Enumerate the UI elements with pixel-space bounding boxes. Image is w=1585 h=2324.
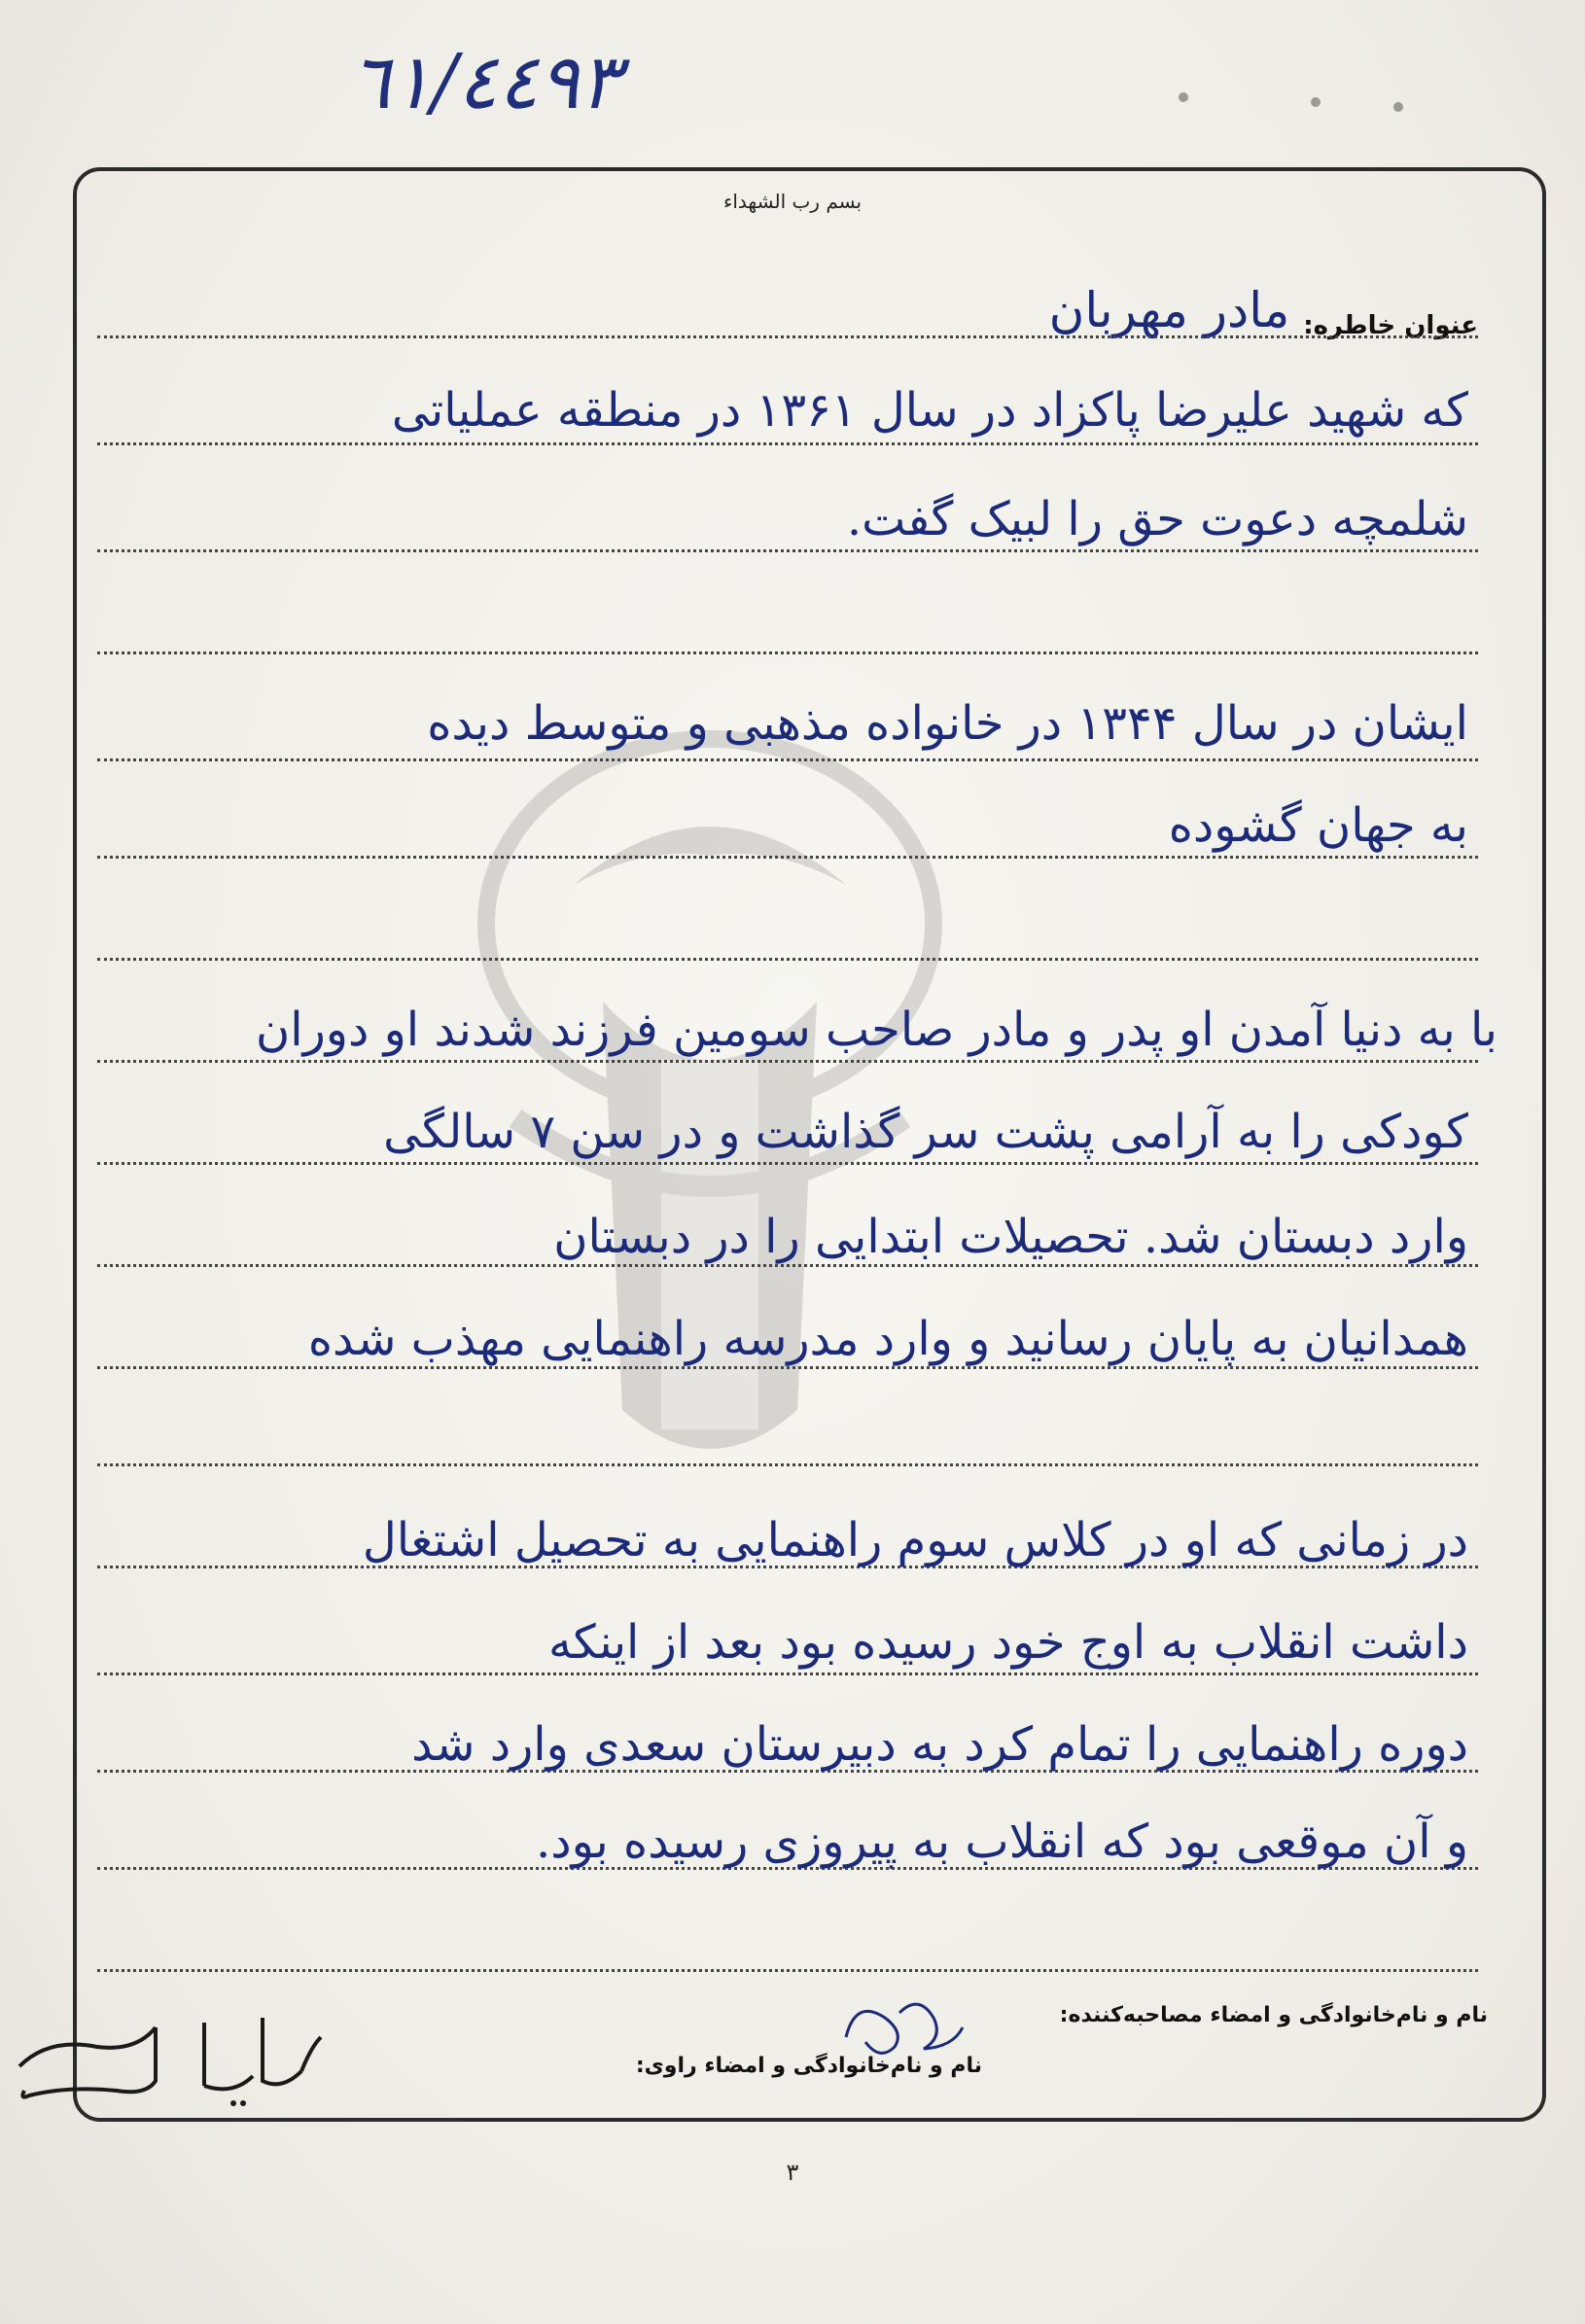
handwritten-line: کودکی را به آرامی پشت سر گذاشت و در سن ۷ سالگی: [383, 1105, 1468, 1159]
narrator-signature-label: نام و نام‌خانوادگی و امضاء راوی:: [635, 2054, 982, 2078]
paper-speck: [1311, 97, 1321, 107]
handwritten-line: داشت انقلاب به اوج خود رسیده بود بعد از اینکه: [547, 1615, 1468, 1670]
ruled-line: [97, 651, 1478, 654]
ruled-line: [97, 1969, 1478, 1972]
paper-speck: [1393, 102, 1403, 112]
handwritten-line: وارد دبستان شد. تحصیلات ابتدایی را در دبستان: [553, 1210, 1468, 1264]
handwritten-line: همدانیان به پایان رسانید و وارد مدرسه راهنمایی مهذب شده: [307, 1312, 1468, 1366]
form-header: بسم رب الشهداء: [722, 190, 863, 213]
handwritten-line: با به دنیا آمدن او پدر و مادر صاحب سومین فرزند شدند او دوران: [256, 1003, 1497, 1057]
ruled-line: [97, 442, 1478, 445]
ruled-line: [97, 1264, 1478, 1267]
ruled-line: [97, 856, 1478, 859]
handwritten-line: ایشان در سال ۱۳۴۴ در خانواده مذهبی و متوسط دیده: [427, 696, 1468, 751]
handwritten-line: و آن موقعی بود که انقلاب به پیروزی رسیده بود.: [536, 1814, 1468, 1869]
ruled-line: [97, 1060, 1478, 1063]
memory-title-label: عنوان خاطره:: [1303, 311, 1478, 340]
handwritten-line: دوره راهنمایی را تمام کرد به دبیرستان سعدی وارد شد: [411, 1717, 1468, 1772]
memory-title-row: [97, 282, 1478, 340]
memory-title-value: مادر مهربان: [1048, 282, 1290, 338]
interviewer-signature-label: نام و نام‌خانوادگی و امضاء مصاحبه‌کننده:: [1059, 2003, 1488, 2027]
ruled-line: [97, 335, 1478, 338]
ruled-line: [97, 1673, 1478, 1675]
handwritten-line: که شهید علیرضا پاکزاد در سال ۱۳۶۱ در منطقه عملیاتی: [391, 383, 1468, 438]
handwritten-line: به جهان گشوده: [1168, 798, 1468, 853]
ruled-line: [97, 549, 1478, 552]
handwritten-line: شلمچه دعوت حق را لبیک گفت.: [846, 492, 1468, 546]
interviewer-signature: [827, 1989, 972, 2066]
ruled-line: [97, 958, 1478, 961]
paper-speck: [1179, 92, 1188, 102]
handwritten-line: در زمانی که او در کلاس سوم راهنمایی به تحصیل اشتغال: [362, 1513, 1468, 1567]
ruled-line: [97, 1366, 1478, 1369]
file-number: ٦١/٤٤٩٣: [350, 39, 620, 126]
ruled-line: [97, 758, 1478, 761]
ruled-line: [97, 1162, 1478, 1165]
page-number: ۳: [786, 2159, 799, 2186]
narrator-signature: [10, 1998, 331, 2115]
ruled-line: [97, 1463, 1478, 1466]
